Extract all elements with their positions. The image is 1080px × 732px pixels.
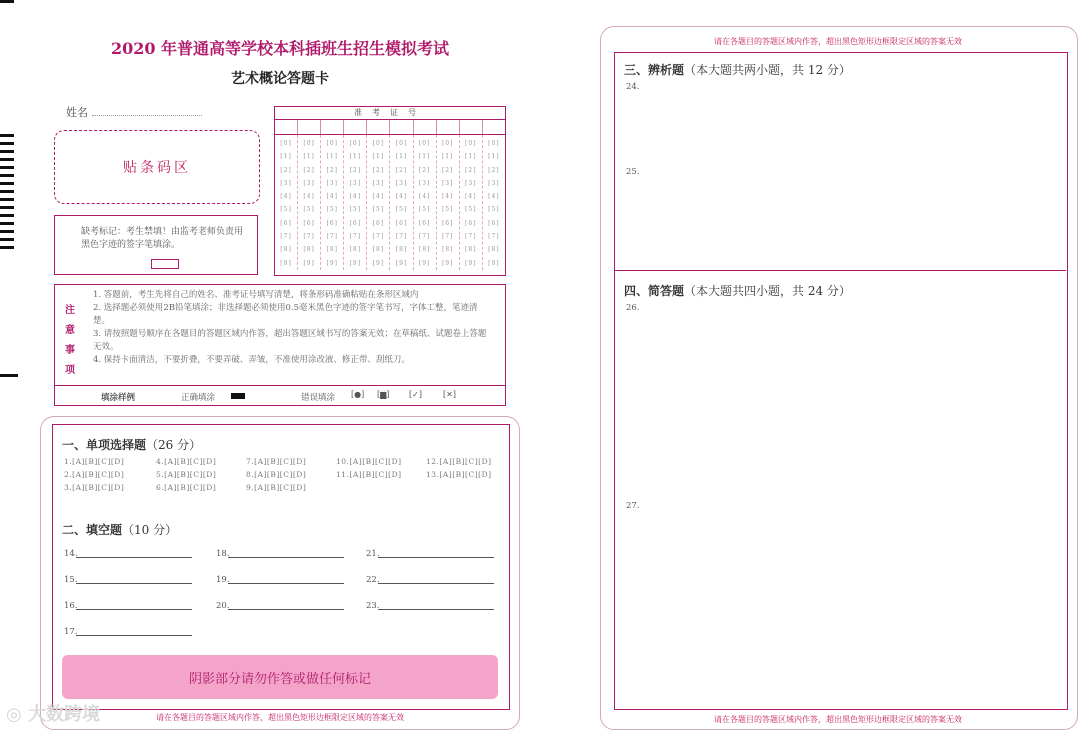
fill-blank-number: 17. (64, 627, 78, 637)
note-item: 1. 答题前，考生先将自己的姓名、准考证号填写清楚，将条形码准确粘贴在条形区域内 (93, 290, 419, 300)
warning-bottom-left: 请在各题目的答题区域内作答，超出黑色矩形边框限定区域的答案无效 (156, 713, 404, 722)
digit-bubble[interactable]: [0] (488, 140, 500, 147)
question-number: 27. (626, 501, 640, 511)
mcq-question[interactable]: 1.[A][B][C][D] (64, 457, 125, 466)
shaded-area: 阴影部分请勿作答或做任何标记 (62, 655, 498, 699)
digit-bubble[interactable]: [7] (303, 233, 315, 241)
section1-title: 一、单项选择题（26 分） (62, 438, 202, 452)
answer-area-26-27[interactable] (618, 314, 1062, 704)
mcq-question[interactable]: 5.[A][B][C][D] (156, 470, 217, 479)
fill-example-row (55, 385, 505, 406)
watermark-logo (6, 700, 100, 726)
fill-blank-item[interactable] (64, 627, 78, 637)
mcq-question[interactable]: 11.[A][B][C][D] (336, 470, 402, 479)
digit-bubble[interactable]: [1] (372, 153, 385, 161)
fill-blank-line[interactable] (228, 609, 344, 610)
digit-bubble[interactable]: [0] (349, 140, 362, 147)
digit-bubble[interactable]: [0] (280, 140, 292, 147)
digit-bubble[interactable]: [5] (395, 206, 408, 214)
digit-bubble[interactable]: [5] (418, 206, 431, 214)
digit-bubble[interactable]: [8] (280, 246, 292, 254)
name-field[interactable] (66, 104, 202, 120)
mcq-question[interactable]: 10.[A][B][C][D] (336, 457, 402, 466)
digit-bubble[interactable]: [8] (395, 246, 408, 254)
digit-bubble[interactable]: [3] (349, 179, 362, 187)
wrong-fill-label: 错误填涂 (301, 393, 336, 403)
digit-bubble[interactable]: [8] (349, 246, 362, 254)
mcq-question[interactable]: 9.[A][B][C][D] (246, 483, 307, 492)
digit-bubble[interactable]: [2] (488, 166, 500, 174)
exam-digit-column[interactable] (344, 135, 367, 270)
exam-digit-column[interactable] (367, 135, 390, 270)
digit-bubble[interactable]: [3] (395, 179, 408, 187)
digit-bubble[interactable]: [4] (488, 193, 500, 201)
digit-bubble[interactable]: [8] (418, 246, 431, 254)
digit-bubble[interactable]: [7] (418, 233, 431, 241)
question-number: 25. (626, 167, 640, 177)
fill-blank-line[interactable] (76, 635, 192, 636)
absent-text: 缺考标记：考生禁填！由监考老师负责用黑色字迹的签字笔填涂。 (81, 227, 244, 250)
page-subtitle: 艺术概论答题卡 (231, 71, 329, 87)
mcq-question[interactable]: 6.[A][B][C][D] (156, 483, 217, 492)
fill-blank-item[interactable] (216, 601, 230, 611)
digit-bubble[interactable]: [0] (441, 140, 454, 147)
digit-bubble[interactable]: [8] (441, 246, 454, 254)
name-label: 姓名 (66, 106, 88, 119)
section-divider (614, 270, 1066, 271)
exam-digit-column[interactable] (460, 135, 483, 270)
digit-bubble[interactable]: [4] (326, 193, 338, 201)
digit-bubble[interactable]: [6] (395, 219, 408, 227)
digit-bubble[interactable]: [3] (465, 179, 477, 187)
notes-side-char: 注 (65, 305, 75, 316)
digit-bubble[interactable]: [3] (488, 179, 500, 187)
digit-bubble[interactable]: [5] (465, 206, 477, 214)
digit-bubble[interactable]: [8] (303, 246, 315, 254)
fill-blank-item[interactable] (366, 549, 380, 559)
exam-digit-column[interactable] (483, 135, 505, 270)
barcode-area: 贴条码区 (54, 130, 260, 204)
fill-blank-line[interactable] (378, 583, 494, 584)
digit-bubble[interactable]: [1] (280, 153, 292, 161)
digit-bubble[interactable]: [9] (326, 259, 338, 267)
fill-blank-line[interactable] (228, 557, 344, 558)
digit-bubble[interactable]: [0] (303, 140, 315, 147)
digit-bubble[interactable]: [5] (441, 206, 454, 214)
digit-bubble[interactable]: [3] (441, 179, 454, 187)
digit-bubble[interactable]: [1] (441, 153, 454, 161)
exam-digit-column[interactable] (437, 135, 460, 270)
digit-bubble[interactable]: [9] (488, 259, 500, 267)
digit-bubble[interactable]: [5] (280, 206, 292, 214)
digit-bubble[interactable]: [4] (465, 193, 477, 201)
wrong-mark: [✓] (409, 390, 422, 399)
digit-bubble[interactable]: [3] (280, 179, 292, 187)
digit-bubble[interactable]: [6] (488, 219, 500, 227)
digit-bubble[interactable]: [3] (418, 179, 431, 187)
digit-bubble[interactable]: [9] (395, 259, 408, 267)
digit-bubble[interactable]: [2] (395, 166, 408, 174)
digit-bubble[interactable]: [7] (349, 233, 362, 241)
digit-bubble[interactable]: [9] (441, 259, 454, 267)
digit-bubble[interactable]: [9] (372, 259, 385, 267)
digit-bubble[interactable]: [7] (465, 233, 477, 241)
digit-bubble[interactable]: [5] (303, 206, 315, 214)
digit-bubble[interactable]: [9] (418, 259, 431, 267)
fill-blank-line[interactable] (76, 583, 192, 584)
fill-blank-line[interactable] (378, 557, 494, 558)
digit-bubble[interactable]: [9] (303, 259, 315, 267)
correct-fill-mark (231, 393, 245, 399)
fill-blank-item[interactable] (64, 575, 78, 585)
section3-title: 三、辨析题（本大题共两小题，共 12 分） (624, 63, 851, 77)
warning-top-right: 请在各题目的答题区域内作答，超出黑色矩形边框限定区域的答案无效 (714, 37, 962, 46)
answer-area-24-25[interactable] (618, 92, 1062, 266)
exam-digit-column[interactable] (275, 135, 298, 270)
exam-number-grid (274, 106, 506, 276)
digit-bubble[interactable]: [4] (280, 193, 292, 201)
watermark-icon: ◎ (6, 704, 22, 725)
mcq-question[interactable]: 3.[A][B][C][D] (64, 483, 125, 492)
section4-score: （本大题共四小题，共 24 分） (684, 284, 851, 298)
digit-bubble[interactable]: [7] (280, 233, 292, 241)
section1-score: （26 分） (146, 438, 202, 452)
notes-side-char: 项 (65, 365, 75, 376)
section4-title: 四、简答题（本大题共四小题，共 24 分） (624, 284, 851, 298)
fill-blank-line[interactable] (378, 609, 494, 610)
fill-blank-number: 18. (216, 549, 230, 559)
absent-mark-box (54, 215, 258, 275)
mcq-question[interactable]: 2.[A][B][C][D] (64, 470, 125, 479)
digit-bubble[interactable]: [0] (326, 140, 338, 147)
digit-bubble[interactable]: [2] (418, 166, 431, 174)
section3-score: （本大题共两小题，共 12 分） (684, 63, 851, 77)
mcq-question[interactable]: 13.[A][B][C][D] (426, 470, 492, 479)
fill-blank-number: 22. (366, 575, 380, 585)
section2-score: （10 分） (122, 523, 178, 537)
notes-side-label (63, 301, 77, 381)
digit-bubble[interactable]: [2] (349, 166, 362, 174)
exam-digit-column[interactable] (390, 135, 413, 270)
digit-bubble[interactable]: [1] (418, 153, 431, 161)
digit-bubble[interactable]: [1] (465, 153, 477, 161)
notes-side-char: 意 (65, 325, 75, 336)
fill-blank-item[interactable] (366, 575, 380, 585)
section2-title: 二、填空题（10 分） (62, 523, 178, 537)
mcq-question[interactable]: 7.[A][B][C][D] (246, 457, 307, 466)
exam-number-bubbles[interactable] (275, 135, 505, 270)
digit-bubble[interactable]: [6] (465, 219, 477, 227)
digit-bubble[interactable]: [4] (372, 193, 385, 201)
digit-bubble[interactable]: [7] (326, 233, 338, 241)
absent-checkbox[interactable] (151, 259, 179, 269)
digit-bubble[interactable]: [3] (303, 179, 315, 187)
digit-bubble[interactable]: [8] (488, 246, 500, 254)
digit-bubble[interactable]: [5] (349, 206, 362, 214)
digit-bubble[interactable]: [8] (326, 246, 338, 254)
digit-bubble[interactable]: [2] (465, 166, 477, 174)
digit-bubble[interactable]: [2] (280, 166, 292, 174)
digit-bubble[interactable]: [4] (349, 193, 362, 201)
digit-bubble[interactable]: [5] (488, 206, 500, 214)
fill-blank-number: 23. (366, 601, 380, 611)
digit-bubble[interactable]: [2] (326, 166, 338, 174)
digit-bubble[interactable]: [9] (349, 259, 362, 267)
exam-digit-column[interactable] (414, 135, 437, 270)
digit-bubble[interactable]: [8] (465, 246, 477, 254)
question-number: 26. (626, 303, 640, 313)
digit-bubble[interactable]: [0] (465, 140, 477, 147)
exam-number-write-row (275, 120, 505, 135)
digit-bubble[interactable]: [6] (326, 219, 338, 227)
digit-bubble[interactable]: [6] (418, 219, 431, 227)
page-title: 2020 年普通高等学校本科插班生招生模拟考试 (110, 39, 450, 58)
fill-blank-number: 15. (64, 575, 78, 585)
note-item: 2. 选择题必须使用2B铅笔填涂；非选择题必须使用0.5毫米黑色字迹的签字笔书写，字体工整，笔迹清楚。 (93, 303, 478, 326)
fill-blank-item[interactable] (216, 575, 230, 585)
exam-number-label: 准考证号 (275, 107, 505, 120)
mcq-question[interactable]: 8.[A][B][C][D] (246, 470, 307, 479)
fill-blank-number: 19. (216, 575, 230, 585)
digit-bubble[interactable]: [6] (280, 219, 292, 227)
note-item: 3. 请按照题号顺序在各题目的答题区域内作答，超出答题区域书写的答案无效；在草稿纸、试题卷上答题无效。 (93, 329, 487, 352)
question-number: 24. (626, 82, 640, 92)
digit-bubble[interactable]: [3] (372, 179, 385, 187)
fill-blank-item[interactable] (64, 549, 78, 559)
digit-bubble[interactable]: [6] (303, 219, 315, 227)
fill-blank-number: 14. (64, 549, 78, 559)
digit-bubble[interactable]: [9] (465, 259, 477, 267)
digit-bubble[interactable]: [9] (280, 259, 292, 267)
digit-bubble[interactable]: [0] (418, 140, 431, 147)
digit-bubble[interactable]: [0] (372, 140, 385, 147)
digit-bubble[interactable]: [1] (303, 153, 315, 161)
fill-example-label: 填涂样例 (101, 393, 136, 403)
fill-blank-number: 21. (366, 549, 380, 559)
fill-blank-line[interactable] (76, 609, 192, 610)
digit-bubble[interactable]: [2] (303, 166, 315, 174)
note-item: 4. 保持卡面清洁，不要折叠，不要弄破、弄皱，不准使用涂改液、修正带、刮纸刀。 (93, 355, 410, 365)
digit-bubble[interactable]: [3] (326, 179, 338, 187)
digit-bubble[interactable]: [1] (488, 153, 500, 161)
digit-bubble[interactable]: [1] (395, 153, 408, 161)
warning-bottom-right: 请在各题目的答题区域内作答，超出黑色矩形边框限定区域的答案无效 (714, 715, 962, 724)
fill-blank-line[interactable] (228, 583, 344, 584)
fill-blank-item[interactable] (64, 601, 78, 611)
digit-bubble[interactable]: [7] (441, 233, 454, 241)
exam-digit-column[interactable] (321, 135, 344, 270)
mcq-question[interactable]: 4.[A][B][C][D] (156, 457, 217, 466)
fill-blank-number: 16. (64, 601, 78, 611)
fill-blank-item[interactable] (366, 601, 380, 611)
wrong-mark: [▆] (377, 390, 390, 399)
digit-bubble[interactable]: [0] (395, 140, 408, 147)
digit-bubble[interactable]: [4] (418, 193, 431, 201)
wrong-mark: [✕] (443, 390, 456, 399)
watermark-text: 大数跨境 (28, 704, 100, 725)
digit-bubble[interactable]: [6] (372, 219, 385, 227)
digit-bubble[interactable]: [4] (303, 193, 315, 201)
digit-bubble[interactable]: [1] (349, 153, 362, 161)
digit-bubble[interactable]: [4] (395, 193, 408, 201)
fill-blank-number: 20. (216, 601, 230, 611)
digit-bubble[interactable]: [6] (441, 219, 454, 227)
fill-blank-line[interactable] (76, 557, 192, 558)
digit-bubble[interactable]: [7] (488, 233, 500, 241)
digit-bubble[interactable]: [6] (349, 219, 362, 227)
exam-digit-column[interactable] (298, 135, 321, 270)
digit-bubble[interactable]: [4] (441, 193, 454, 201)
notes-list (77, 289, 491, 367)
digit-bubble[interactable]: [5] (326, 206, 338, 214)
wrong-mark: [●] (351, 390, 365, 399)
digit-bubble[interactable]: [2] (372, 166, 385, 174)
digit-bubble[interactable]: [5] (372, 206, 385, 214)
digit-bubble[interactable]: [1] (326, 153, 338, 161)
digit-bubble[interactable]: [7] (372, 233, 385, 241)
digit-bubble[interactable]: [7] (395, 233, 408, 241)
notes-side-char: 事 (65, 345, 75, 356)
fill-blank-item[interactable] (216, 549, 230, 559)
name-line (92, 105, 202, 116)
correct-fill-label: 正确填涂 (181, 393, 216, 403)
digit-bubble[interactable]: [2] (441, 166, 454, 174)
mcq-question[interactable]: 12.[A][B][C][D] (426, 457, 492, 466)
notes-box (54, 284, 506, 406)
digit-bubble[interactable]: [8] (372, 246, 385, 254)
